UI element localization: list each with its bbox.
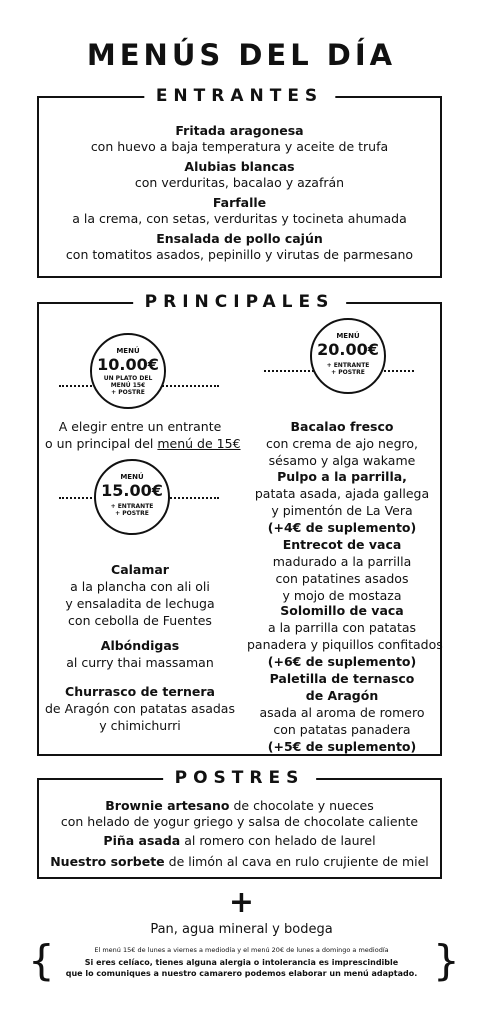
badge-note: MENÚ 15€ [110,382,146,389]
dish-name: Albóndigas [100,638,180,653]
choose-line [45,435,241,452]
choose-line: A elegir entre un entrante [58,419,222,434]
dish-desc: sésamo y alga wakame [268,453,416,468]
dish-paletilla [247,670,437,755]
postre-desc: de chocolate y nueces [229,798,374,813]
badge-label: MENÚ [336,332,360,340]
entrante-name: Ensalada de pollo cajún [156,231,323,246]
menu-15-badge [94,459,170,535]
postre-item [39,798,440,814]
badge-note: + ENTRANTE [326,362,370,369]
badge-label: MENÚ [116,347,140,355]
allergy-note: Si eres celíaco, tienes alguna alergia o intolerancia es imprescindible [84,958,399,967]
dish-desc: con cebolla de Fuentes [68,613,212,628]
dish-name: de Aragón [305,688,379,703]
allergy-note: que lo comuniques a nuestro camarero podemos elaborar un menú adaptado. [65,969,418,978]
postre-desc: con helado de yogur griego y salsa de chocolate caliente [60,814,419,829]
open-brace-icon: { [28,936,55,985]
badge-price: 15.00€ [101,481,163,500]
dish-desc: con patatines asados [275,571,409,586]
choose-text: o un principal del [45,436,158,451]
dish-entrecot [247,536,437,604]
entrante-name: Alubias blancas [184,159,295,174]
dish-desc: a la parrilla con patatas [267,620,417,635]
badge-price: 10.00€ [97,355,159,374]
dish-desc: a la plancha con ali oli [70,579,210,594]
dish-name: Paletilla de ternasco [269,671,415,686]
dish-churrasco [45,683,235,734]
menu-10-description [45,418,241,452]
postre-name: Piña asada [103,833,181,848]
close-brace-icon: } [433,936,460,985]
schedule-note: El menú 15€ de lunes a viernes a mediodía y el menú 20€ de lunes a domingo a mediodía [94,946,389,954]
menu-20-badge [310,318,386,394]
dish-solomillo [247,602,443,670]
dish-desc: y pimentón de La Vera [271,503,413,518]
dish-desc: madurado a la parrilla [272,554,412,569]
postre-item [39,854,440,870]
menu-10-badge [90,333,166,409]
supplement-note: (+5€ de suplemento) [267,739,417,754]
dish-albondigas [45,637,235,671]
entrante-name: Fritada aragonesa [175,123,304,138]
dish-desc: y mojo de mostaza [282,588,402,603]
dish-name: Bacalao fresco [290,419,394,434]
postre-name: Nuestro sorbete [50,854,165,869]
menu-15-link: menú de 15€ [157,436,241,451]
dish-name: Solomillo de vaca [280,603,404,618]
postre-desc: al romero con helado de laurel [180,833,376,848]
dish-pulpo [247,468,437,536]
dish-desc: con crema de ajo negro, [265,436,419,451]
dish-desc: panadera y piquillos confitados [247,637,443,652]
entrante-desc: a la crema, con setas, verduritas y tocineta ahumada [72,211,407,226]
badge-price: 20.00€ [317,340,379,359]
entrantes-section [37,86,442,278]
dish-desc: y ensaladita de lechuga [65,596,215,611]
badge-note: UN PLATO DEL [103,375,153,382]
dish-name: Calamar [111,562,169,577]
dish-desc: asada al aroma de romero [259,705,425,720]
postres-heading: POSTRES [163,767,317,789]
page-title: MENÚS DEL DÍA [86,38,397,72]
postre-desc: de limón al cava en rulo crujiente de miel [164,854,429,869]
badge-note: + POSTRE [331,369,365,376]
badge-note: + POSTRE [115,510,149,517]
dish-name: Pulpo a la parrilla, [277,469,407,484]
dish-desc: al curry thai massaman [66,655,214,670]
entrante-name: Farfalle [212,195,267,210]
postre-name: Brownie artesano [105,798,230,813]
supplement-note: (+4€ de suplemento) [267,520,417,535]
entrante-desc: con tomatitos asados, pepinillo y virutas de parmesano [65,247,414,262]
badge-label: MENÚ [120,473,144,481]
supplement-note: (+6€ de suplemento) [267,654,417,669]
entrante-desc: con verduritas, bacalao y azafrán [134,175,345,190]
postres-section [37,768,442,879]
entrante-desc: con huevo a baja temperatura y aceite de trufa [90,139,389,154]
dish-desc: y chimichurri [99,718,181,733]
dish-name: Churrasco de ternera [65,684,215,699]
dish-name: Entrecot de vaca [282,537,402,552]
badge-note: + ENTRANTE [110,503,154,510]
plus-icon: + [228,885,255,920]
entrantes-heading: ENTRANTES [144,85,335,107]
dish-calamar [45,561,235,629]
principales-section [37,292,443,756]
dish-desc: patata asada, ajada gallega [254,486,430,501]
dish-bacalao [247,418,437,469]
principales-heading: PRINCIPALES [133,291,347,313]
dish-desc: con patatas panadera [273,722,411,737]
badge-note: + POSTRE [111,389,145,396]
dish-desc: de Aragón con patatas asadas [45,701,235,716]
postre-item [39,833,440,849]
included-note: Pan, agua mineral y bodega [150,922,333,937]
